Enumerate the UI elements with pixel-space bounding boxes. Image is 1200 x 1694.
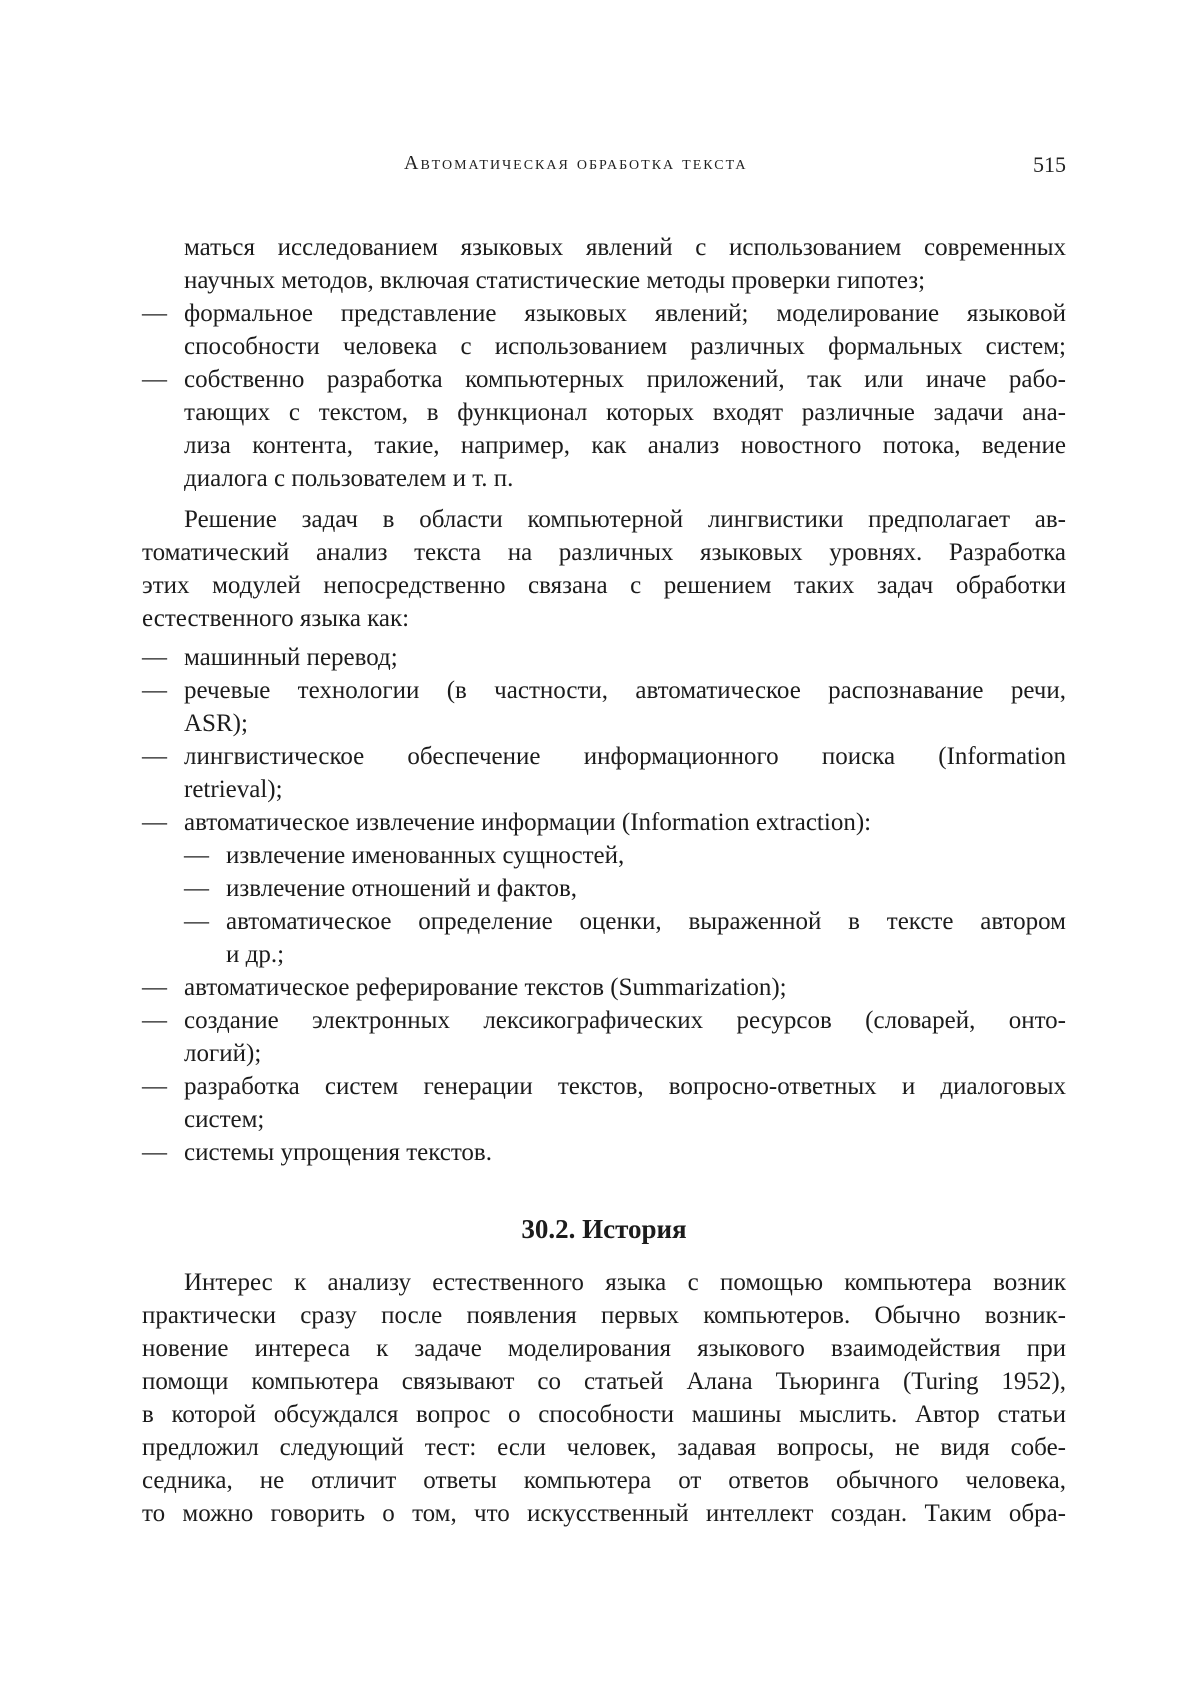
dash-marker: — — [142, 809, 167, 836]
dash-marker: — — [184, 875, 209, 902]
text-line: логий); — [184, 1040, 262, 1067]
list-item — [142, 1004, 1066, 1070]
dash-marker: — — [142, 644, 167, 671]
dash-marker: — — [184, 842, 209, 869]
sub-list-item — [142, 905, 1066, 971]
text-line: формальное представление языковых явлений; моделирование языковой — [184, 300, 1066, 327]
text-line: новение интереса к задаче моделирования языкового взаимодействия при — [142, 1335, 1066, 1362]
list-item — [142, 641, 1066, 674]
text-line: создание электронных лексикографических ресурсов (словарей, онто- — [184, 1007, 1066, 1034]
dash-marker: — — [142, 743, 167, 770]
dash-marker: — — [142, 1073, 167, 1100]
text-line: способности человека с использованием различных формальных систем; — [184, 333, 1066, 360]
text-line: извлечение отношений и фактов, — [226, 875, 578, 902]
text-line: и др.; — [226, 941, 285, 968]
text-line: диалога с пользователем и т. п. — [184, 465, 514, 492]
dash-marker: — — [142, 300, 167, 327]
text-line: этих модулей непосредственно связана с решением таких задач обработки — [142, 572, 1066, 599]
dash-marker: — — [142, 677, 167, 704]
sub-list-item — [142, 839, 1066, 872]
text-line: машинный перевод; — [184, 644, 398, 671]
text-line: седника, не отличит ответы компьютера от ответов обычного человека, — [142, 1467, 1066, 1494]
text-line: retrieval); — [184, 776, 283, 803]
text-line: ASR); — [184, 710, 248, 737]
list-item — [142, 1136, 1066, 1169]
dash-marker: — — [142, 1007, 167, 1034]
text-line: разработка систем генерации текстов, вопросно-ответных и диалоговых — [184, 1073, 1066, 1100]
text-line: Интерес к анализу естественного языка с помощью компьютера возник — [184, 1269, 1066, 1296]
text-line: томатический анализ текста на различных языковых уровнях. Разработка — [142, 539, 1066, 566]
text-line: систем; — [184, 1106, 265, 1133]
list-item — [142, 674, 1066, 740]
text-line: то можно говорить о том, что искусственный интеллект создан. Таким обра- — [142, 1500, 1066, 1527]
text-line: системы упрощения текстов. — [184, 1139, 492, 1166]
list-item-continued — [142, 231, 1066, 297]
text-line: предложил следующий тест: если человек, задавая вопросы, не видя собе- — [142, 1434, 1066, 1461]
dash-marker: — — [142, 974, 167, 1001]
running-title: Автоматическая обработка текста — [404, 152, 748, 174]
list-item — [142, 971, 1066, 1004]
text-line: лингвистическое обеспечение информационного поиска (Information — [184, 743, 1066, 770]
body-text — [142, 231, 1066, 1530]
text-line: научных методов, включая статистические методы проверки гипотез; — [184, 267, 926, 294]
list-item — [142, 1070, 1066, 1136]
list-item — [142, 806, 1066, 839]
section-heading: 30.2. История — [521, 1214, 687, 1244]
text-line: естественного языка как: — [142, 605, 410, 632]
sub-list-item — [142, 872, 1066, 905]
text-line: маться исследованием языковых явлений с использованием современных — [184, 234, 1066, 261]
list-item — [142, 740, 1066, 806]
text-line: помощи компьютера связывают со статьей Алана Тьюринга (Turing 1952), — [142, 1368, 1066, 1395]
list-item — [142, 363, 1066, 495]
text-line: в которой обсуждался вопрос о способности машины мыслить. Автор статьи — [142, 1401, 1066, 1428]
paragraph — [142, 503, 1066, 635]
text-line: лиза контента, такие, например, как анализ новостного потока, ведение — [184, 432, 1066, 459]
list-item — [142, 297, 1066, 363]
text-line: Решение задач в области компьютерной лингвистики предполагает ав- — [184, 506, 1066, 533]
page-number: 515 — [1033, 152, 1066, 177]
dash-marker: — — [142, 1139, 167, 1166]
text-line: практически сразу после появления первых компьютеров. Обычно возник- — [142, 1302, 1066, 1329]
text-line: извлечение именованных сущностей, — [226, 842, 625, 869]
dash-marker: — — [184, 908, 209, 935]
text-line: речевые технологии (в частности, автоматическое распознавание речи, — [184, 677, 1066, 704]
text-line: автоматическое извлечение информации (Information extraction): — [184, 809, 872, 836]
paragraph — [142, 1266, 1066, 1530]
text-line: автоматическое определение оценки, выраженной в тексте автором — [226, 908, 1066, 935]
text-line: собственно разработка компьютерных приложений, так или иначе рабо- — [184, 366, 1066, 393]
dash-marker: — — [142, 366, 167, 393]
text-line: тающих с текстом, в функционал которых входят различные задачи ана- — [184, 399, 1066, 426]
text-line: автоматическое реферирование текстов (Summarization); — [184, 974, 787, 1001]
